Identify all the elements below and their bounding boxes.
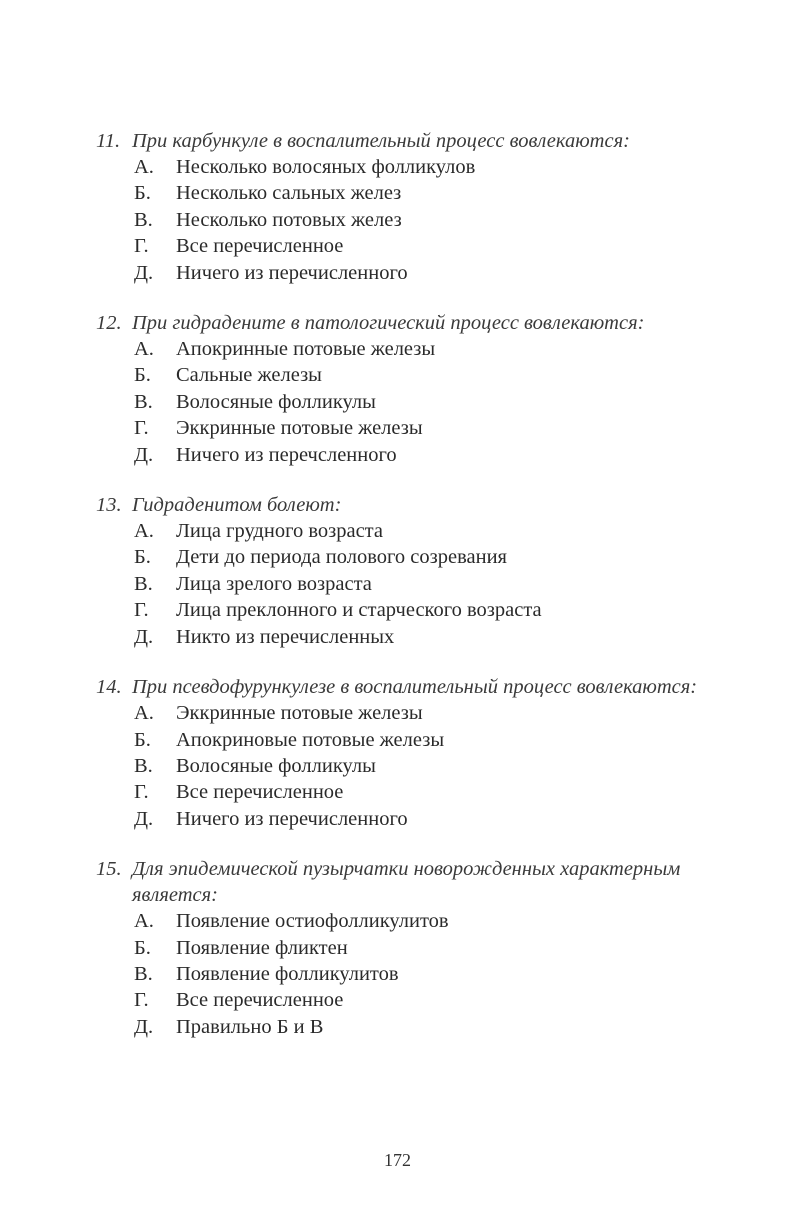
question-number: 12. xyxy=(96,312,122,335)
option-text: Апокринные потовые железы xyxy=(176,338,436,361)
question-number: 11. xyxy=(96,130,121,152)
answer-options xyxy=(96,700,736,832)
question-heading xyxy=(96,492,736,518)
option-text: Появление фолликулитов xyxy=(176,962,399,985)
option-letter: Г. xyxy=(134,989,149,1012)
option-text: Эккринные потовые железы xyxy=(176,702,423,725)
question-text: Гидраденитом болеют: xyxy=(132,494,342,517)
question-text: При карбункуле в воспалительный процесс вовлекаются: xyxy=(132,130,630,152)
question-12 xyxy=(96,310,736,468)
answer-options xyxy=(96,154,736,286)
option-text: Все перечисленное xyxy=(176,235,344,258)
answer-option xyxy=(134,987,736,1013)
question-heading xyxy=(96,674,736,700)
question-number: 14. xyxy=(96,676,122,699)
option-text: Ничего из перечисленного xyxy=(176,807,408,830)
answer-option xyxy=(134,961,736,987)
option-text: Несколько волосяных фолликулов xyxy=(176,156,476,178)
option-text: Несколько потовых желез xyxy=(176,208,402,231)
answer-options xyxy=(96,518,736,650)
answer-option xyxy=(134,336,736,362)
option-text: Появление фликтен xyxy=(176,936,348,959)
question-text: При гидрадените в патологический процесс вовлекаются: xyxy=(132,312,645,335)
option-text: Лица зрелого возраста xyxy=(176,572,372,595)
question-text: Для эпидемической пузырчатки новорожденных характерным является: xyxy=(132,858,681,907)
answer-option xyxy=(134,779,736,805)
answer-option xyxy=(134,207,736,233)
answer-options xyxy=(96,908,736,1040)
option-text: Сальные железы xyxy=(176,364,322,387)
option-letter: Д. xyxy=(134,1015,154,1038)
answer-option xyxy=(134,180,736,206)
question-13 xyxy=(96,492,736,650)
option-text: Правильно Б и В xyxy=(176,1015,324,1038)
option-letter: А. xyxy=(134,702,154,725)
answer-option xyxy=(134,597,736,623)
option-letter: В. xyxy=(134,572,153,595)
option-text: Лица преклонного и старческого возраста xyxy=(176,599,542,622)
question-11 xyxy=(96,128,736,286)
option-letter: Б. xyxy=(134,936,151,959)
option-letter: А. xyxy=(134,520,154,543)
option-letter: Д. xyxy=(134,625,154,648)
option-letter: А. xyxy=(134,338,154,361)
option-letter: А. xyxy=(134,910,154,933)
answer-option xyxy=(134,753,736,779)
option-text: Ничего из перечисленного xyxy=(176,261,408,284)
question-heading xyxy=(96,128,736,154)
answer-option xyxy=(134,571,736,597)
option-text: Волосяные фолликулы xyxy=(176,390,376,413)
option-letter: Д. xyxy=(134,443,154,466)
option-letter: Г. xyxy=(134,599,149,622)
option-letter: Г. xyxy=(134,781,149,804)
answer-option xyxy=(134,362,736,388)
option-letter: В. xyxy=(134,754,153,777)
answer-option xyxy=(134,806,736,832)
answer-option xyxy=(134,544,736,570)
answer-option xyxy=(134,389,736,415)
answer-option xyxy=(134,233,736,259)
option-text: Ничего из перечсленного xyxy=(176,443,397,466)
option-text: Несколько сальных желез xyxy=(176,182,402,205)
answer-option xyxy=(134,935,736,961)
option-letter: А. xyxy=(134,156,154,178)
answer-option xyxy=(134,908,736,934)
option-letter: Г. xyxy=(134,417,149,440)
option-text: Апокриновые потовые железы xyxy=(176,728,445,751)
question-15 xyxy=(96,856,736,1040)
answer-options xyxy=(96,336,736,468)
option-text: Дети до периода полового созревания xyxy=(176,546,507,569)
option-letter: В. xyxy=(134,208,153,231)
answer-option xyxy=(134,415,736,441)
option-letter: Б. xyxy=(134,182,151,205)
option-text: Никто из перечисленных xyxy=(176,625,395,648)
option-letter: Г. xyxy=(134,235,149,258)
answer-option xyxy=(134,154,736,180)
option-letter: Б. xyxy=(134,546,151,569)
option-letter: Б. xyxy=(134,364,151,387)
option-letter: Д. xyxy=(134,807,154,830)
question-text: При псевдофурункулезе в воспалительный процесс вовлекаются: xyxy=(132,676,698,699)
option-text: Волосяные фолликулы xyxy=(176,754,376,777)
question-number: 13. xyxy=(96,494,122,517)
option-text: Лица грудного возраста xyxy=(176,520,383,543)
option-letter: Д. xyxy=(134,261,154,284)
option-letter: Б. xyxy=(134,728,151,751)
option-letter: В. xyxy=(134,390,153,413)
question-heading xyxy=(96,310,736,336)
answer-option xyxy=(134,260,736,286)
answer-option xyxy=(134,518,736,544)
answer-option xyxy=(134,624,736,650)
answer-option xyxy=(134,700,736,726)
option-text: Появление остиофолликулитов xyxy=(176,910,449,933)
question-number: 15. xyxy=(96,858,122,881)
answer-option xyxy=(134,442,736,468)
question-14 xyxy=(96,674,736,832)
option-text: Все перечисленное xyxy=(176,989,344,1012)
page-number: 172 xyxy=(384,1150,411,1170)
question-list xyxy=(96,128,736,1064)
option-text: Эккринные потовые железы xyxy=(176,417,423,440)
option-text: Все перечисленное xyxy=(176,781,344,804)
question-heading xyxy=(96,856,736,908)
option-letter: В. xyxy=(134,962,153,985)
answer-option xyxy=(134,1014,736,1040)
answer-option xyxy=(134,727,736,753)
